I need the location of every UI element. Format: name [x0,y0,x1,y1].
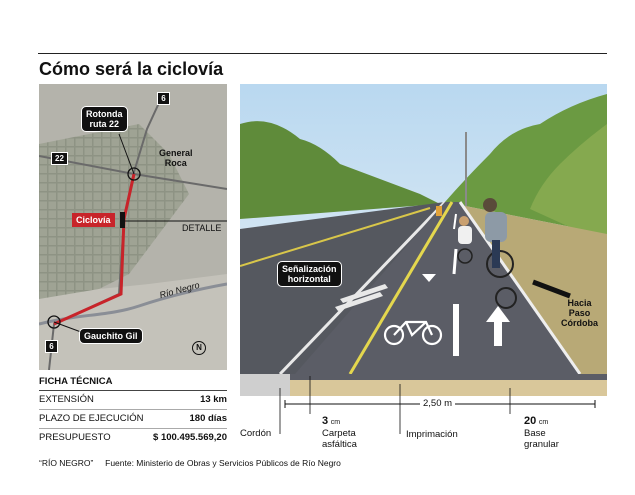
ficha-label: EXTENSIÓN [39,394,94,405]
senalizacion-label: Señalización horizontal [277,261,342,287]
north-compass-icon: N [192,341,206,355]
ficha-row [39,391,227,410]
ciclovia-label: Ciclovía [72,213,115,227]
route-6-shield-bottom: 6 [45,340,58,353]
cross-section [240,374,607,450]
base-label: Base granular [524,428,559,450]
carpeta-layer [240,374,607,380]
base-layer [290,380,607,396]
cordon-label: Cordón [240,428,272,439]
base-thickness: 20 [524,415,537,427]
ficha-title: FICHA TÉCNICA [39,375,227,391]
source-line [39,458,341,468]
route-22-shield: 22 [51,152,68,165]
top-rule [38,53,607,54]
ficha-row [39,410,227,429]
ficha-row [39,429,227,447]
illustration-svg [240,84,607,374]
credit-text: “RÍO NEGRO” [39,458,94,468]
ficha-tecnica [39,375,227,447]
page-title: Cómo será la ciclovía [39,59,224,79]
base-unit: cm [538,419,549,426]
gauchito-label: Gauchito Gil [79,328,143,344]
ficha-label: PLAZO DE EJECUCIÓN [39,413,144,424]
direction-label: Hacia Paso Córdoba [561,298,598,328]
bike-lane-illustration [240,84,607,374]
ficha-value: 180 días [189,413,227,424]
base-callout [524,416,559,450]
carpeta-unit: cm [330,419,341,426]
rio-negro-label: Río Negro [158,279,201,301]
carpeta-callout [322,416,357,450]
width-label: 2,50 m [420,398,455,409]
ficha-value: 13 km [200,394,227,405]
cyclist-far [436,206,442,216]
detail-marker [120,212,125,228]
carpeta-label: Carpeta asfáltica [322,428,357,450]
cordon-block [240,374,290,396]
general-roca-label: General Roca [159,148,193,168]
source-text: Fuente: Ministerio de Obras y Servicios Públicos de Río Negro [105,458,341,468]
rotonda-label: Rotonda ruta 22 [81,106,128,132]
carpeta-thickness: 3 [322,415,329,427]
imprimacion-label: Imprimación [406,429,458,440]
detalle-label: DETALLE [182,223,222,233]
route-6-shield-top: 6 [157,92,170,105]
ficha-label: PRESUPUESTO [39,432,111,443]
ficha-value: $ 100.495.569,20 [153,432,227,443]
